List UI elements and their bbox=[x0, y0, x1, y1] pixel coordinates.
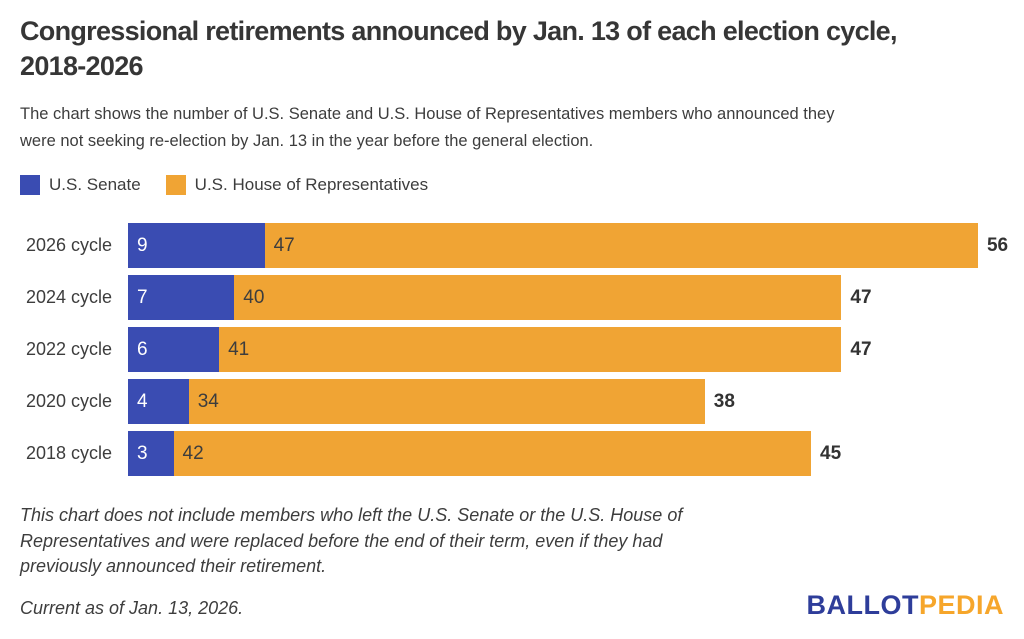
category-label: 2024 cycle bbox=[25, 287, 112, 307]
category-label: 2020 cycle bbox=[25, 391, 112, 411]
house-value-label: 41 bbox=[228, 338, 250, 360]
total-value-label: 56 bbox=[986, 234, 1009, 256]
category-label: 2018 cycle bbox=[25, 443, 112, 463]
senate-value-label: 3 bbox=[137, 442, 148, 464]
category-label: 2026 cycle bbox=[25, 235, 112, 255]
house-color-swatch bbox=[166, 175, 186, 195]
house-bar-segment bbox=[234, 275, 841, 320]
footnote-line1: This chart does not include members who left the U.S. Senate or the U.S. House of bbox=[20, 505, 683, 525]
bar-row bbox=[20, 431, 1004, 476]
senate-color-swatch bbox=[20, 175, 40, 195]
house-bar-segment bbox=[189, 379, 705, 424]
chart-footnote bbox=[20, 503, 682, 580]
legend bbox=[20, 175, 428, 195]
chart-title bbox=[20, 14, 897, 84]
ballotpedia-logo bbox=[806, 592, 1004, 619]
house-bar-segment bbox=[219, 327, 841, 372]
bar-row bbox=[20, 327, 1004, 372]
house-bar-segment bbox=[174, 431, 812, 476]
logo-pedia-text: PEDIA bbox=[918, 590, 1004, 620]
total-value-label: 45 bbox=[820, 442, 842, 464]
chart-title-line2: 2018-2026 bbox=[20, 51, 143, 81]
stacked-bar-chart bbox=[20, 223, 1009, 483]
senate-value-label: 9 bbox=[137, 234, 148, 256]
senate-bar-segment bbox=[128, 275, 234, 320]
senate-value-label: 6 bbox=[137, 338, 148, 360]
logo-ballot-text: BALLOT bbox=[806, 590, 919, 620]
chart-subtitle bbox=[20, 101, 834, 155]
senate-bar-segment bbox=[128, 223, 265, 268]
senate-bar-segment bbox=[128, 379, 189, 424]
senate-bar-segment bbox=[128, 431, 174, 476]
house-value-label: 47 bbox=[273, 234, 295, 256]
total-value-label: 47 bbox=[850, 338, 872, 360]
footnote-line2: Representatives and were replaced before the end of their term, even if they had bbox=[20, 530, 663, 551]
senate-value-label: 4 bbox=[137, 390, 148, 412]
legend-item-senate bbox=[20, 175, 141, 195]
chart-subtitle-line1: The chart shows the number of U.S. Senate and U.S. House of Representatives members who announced they bbox=[20, 105, 835, 123]
bar-row bbox=[20, 379, 1004, 424]
bar-row bbox=[20, 223, 1009, 268]
legend-label-house: U.S. House of Representatives bbox=[194, 175, 429, 194]
total-value-label: 47 bbox=[850, 286, 872, 308]
legend-item-house bbox=[166, 175, 428, 195]
bar-row bbox=[20, 275, 1004, 320]
total-value-label: 38 bbox=[713, 390, 735, 412]
house-value-label: 42 bbox=[182, 442, 204, 464]
category-label: 2022 cycle bbox=[25, 339, 112, 359]
footnote-line3: previously announced their retirement. bbox=[20, 556, 327, 576]
house-value-label: 40 bbox=[243, 286, 265, 308]
footer-row bbox=[20, 592, 1004, 619]
chart-subtitle-line2: were not seeking re-election by Jan. 13 in the year before the general election. bbox=[20, 132, 594, 150]
senate-value-label: 7 bbox=[137, 286, 148, 308]
current-as-of-text: Current as of Jan. 13, 2026. bbox=[20, 598, 244, 618]
house-value-label: 34 bbox=[197, 390, 219, 412]
legend-label-senate: U.S. Senate bbox=[49, 175, 141, 194]
chart-title-line1: Congressional retirements announced by Jan. 13 of each election cycle, bbox=[20, 16, 897, 46]
house-bar-segment bbox=[265, 223, 978, 268]
senate-bar-segment bbox=[128, 327, 219, 372]
